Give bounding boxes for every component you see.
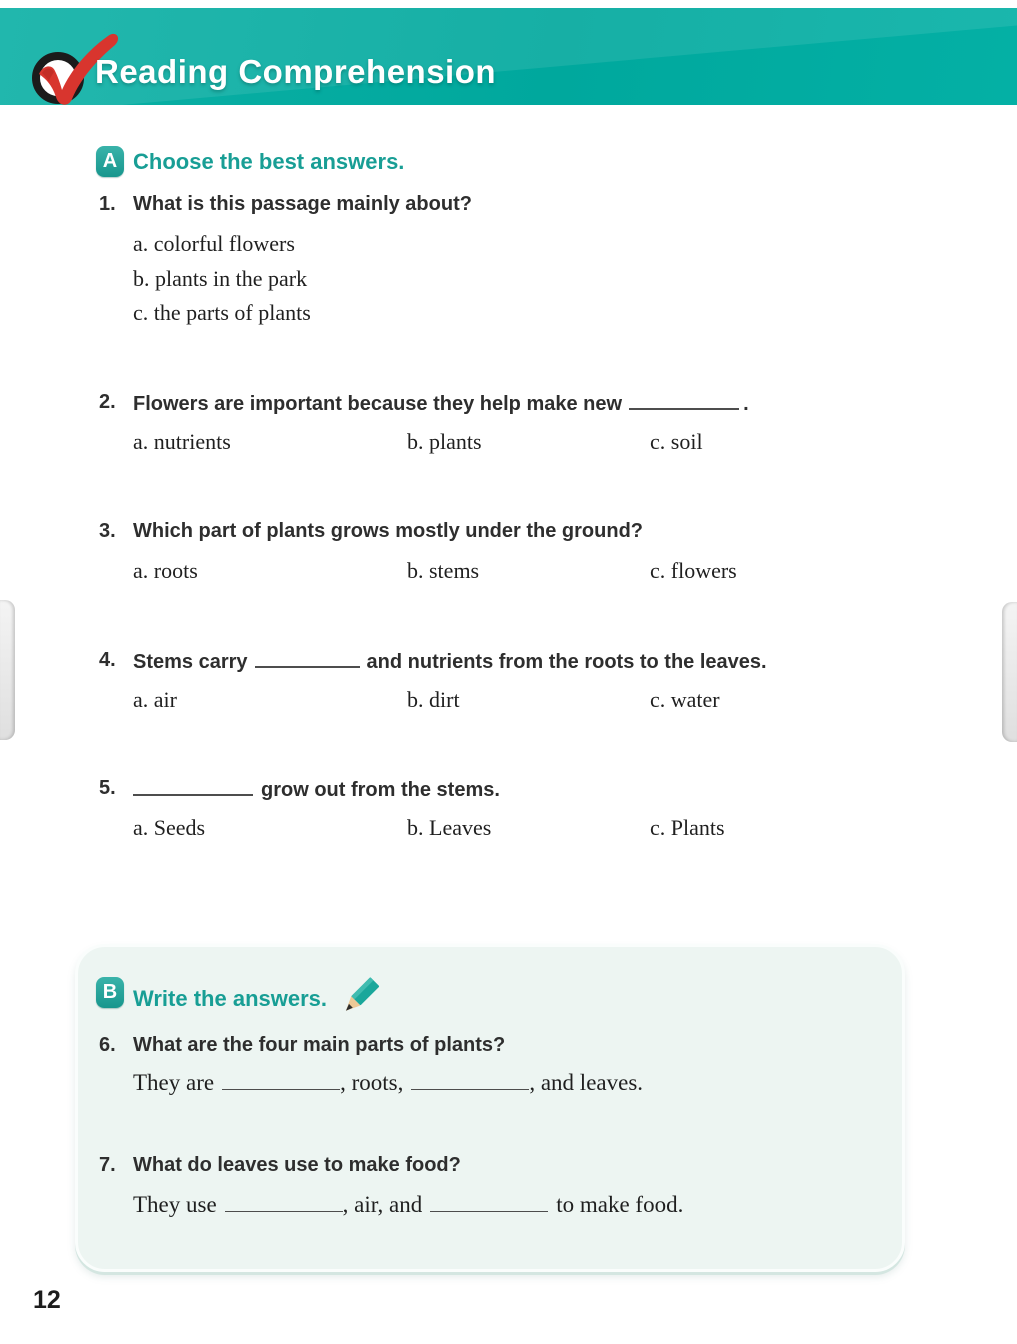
question-6-answer-line — [133, 1070, 643, 1096]
question-7-number: 7. — [99, 1154, 116, 1176]
option-2a: a. nutrients — [133, 429, 231, 454]
question-4-pre: Stems carry — [133, 651, 248, 673]
section-a-badge: A — [96, 146, 124, 177]
question-2-text — [133, 391, 749, 416]
answer-6-part3: , and leaves. — [529, 1070, 644, 1095]
option-3a: a. roots — [133, 558, 198, 583]
option-1c: c. the parts of plants — [133, 300, 311, 325]
option-1b: b. plants in the park — [133, 266, 308, 291]
option-4c: c. water — [650, 687, 720, 712]
option-5b: b. Leaves — [407, 815, 492, 840]
question-2-post: . — [743, 393, 749, 415]
question-5-text — [133, 777, 500, 802]
answer-6-part2: , roots, — [340, 1070, 404, 1095]
page-title: Reading Comprehension — [95, 53, 497, 90]
question-4-post: and nutrients from the roots to the leaves. — [366, 651, 767, 673]
answer-6-part1: They are — [133, 1070, 215, 1095]
answer-blank — [430, 1193, 548, 1212]
answer-7-part1: They use — [133, 1192, 217, 1217]
option-4b: b. dirt — [407, 687, 460, 712]
answer-7-part3: to make food. — [556, 1192, 684, 1217]
answer-blank — [629, 391, 739, 410]
question-2-pre: Flowers are important because they help make new — [133, 393, 623, 415]
option-2c: c. soil — [650, 429, 703, 454]
question-5-number: 5. — [99, 777, 116, 799]
question-4-number: 4. — [99, 649, 116, 671]
answer-blank — [133, 777, 253, 796]
question-3-number: 3. — [99, 520, 116, 542]
answer-blank — [255, 649, 360, 668]
pencil-icon — [338, 976, 380, 1018]
option-4a: a. air — [133, 687, 177, 712]
right-page-tab[interactable] — [1002, 602, 1017, 742]
answer-7-part2: , air, and — [342, 1192, 423, 1217]
section-b-badge: B — [96, 977, 124, 1008]
question-5-post: grow out from the stems. — [261, 779, 500, 801]
question-3-text: Which part of plants grows mostly under the ground? — [133, 520, 643, 542]
question-1-text: What is this passage mainly about? — [133, 193, 472, 215]
answer-blank — [411, 1071, 529, 1090]
option-3b: b. stems — [407, 558, 480, 583]
left-page-tab[interactable] — [0, 600, 15, 740]
question-2-number: 2. — [99, 391, 116, 413]
option-5c: c. Plants — [650, 815, 725, 840]
option-2b: b. plants — [407, 429, 482, 454]
question-1-number: 1. — [99, 193, 116, 215]
section-b-title: Write the answers. — [133, 986, 327, 1011]
question-7-text: What do leaves use to make food? — [133, 1154, 461, 1176]
page-number: 12 — [33, 1286, 61, 1314]
option-5a: a. Seeds — [133, 815, 206, 840]
option-3c: c. flowers — [650, 558, 737, 583]
answer-blank — [222, 1071, 340, 1090]
question-7-answer-line — [133, 1192, 683, 1218]
option-1a: a. colorful flowers — [133, 231, 295, 256]
question-6-number: 6. — [99, 1034, 116, 1056]
question-6-text: What are the four main parts of plants? — [133, 1034, 506, 1056]
answer-blank — [225, 1193, 343, 1212]
question-4-text — [133, 649, 767, 674]
section-a-title: Choose the best answers. — [133, 149, 405, 174]
